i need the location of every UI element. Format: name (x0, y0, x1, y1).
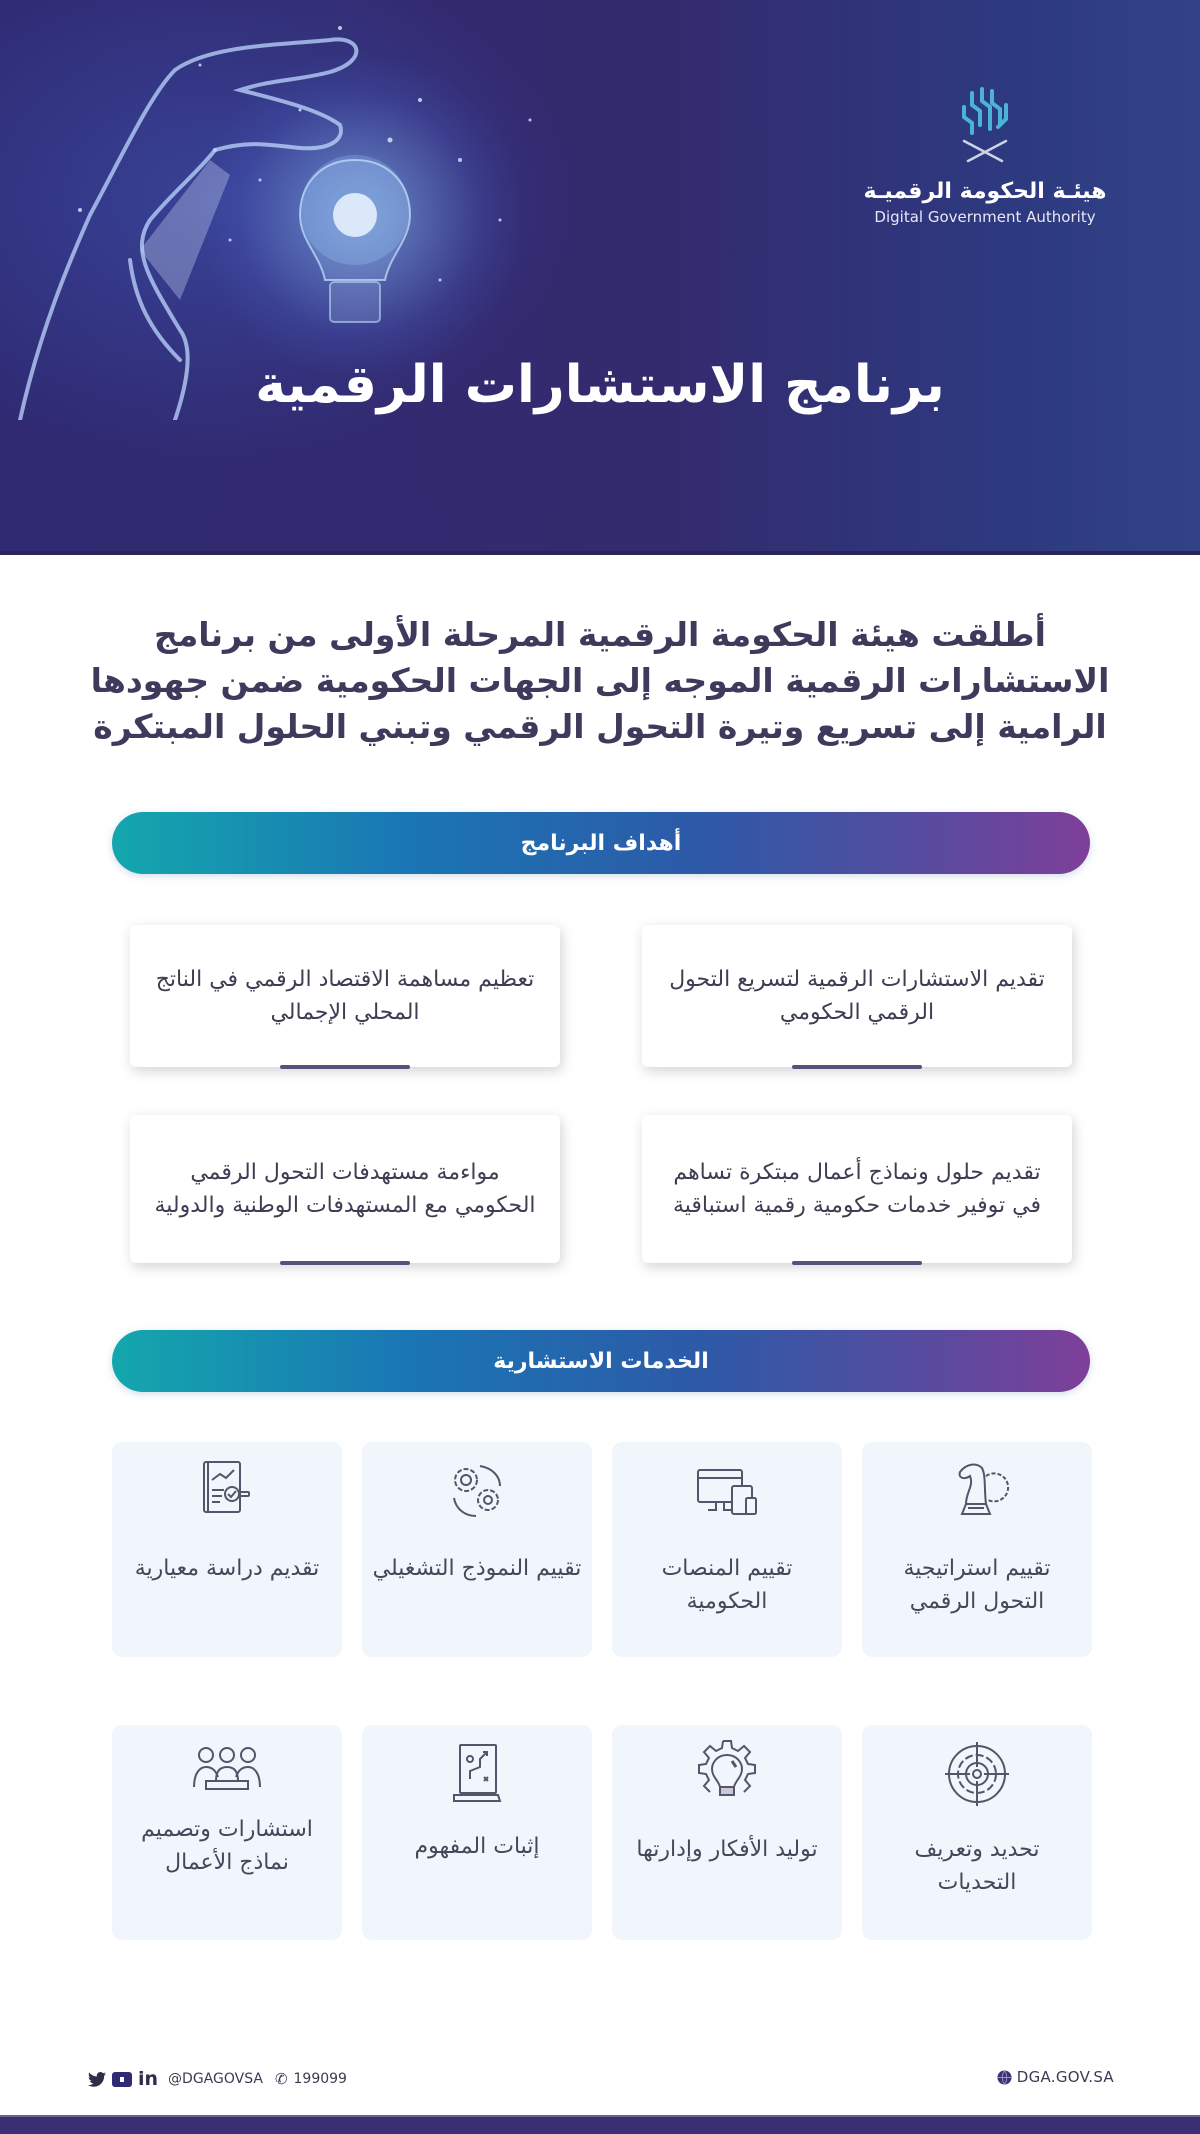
hero-header (0, 0, 1200, 555)
report-magnifier-icon (190, 1454, 264, 1528)
phone-number[interactable]: 199099 (293, 2071, 347, 2087)
services-heading: الخدمات الاستشارية (493, 1348, 709, 1374)
goal-card (642, 925, 1072, 1067)
globe-icon (997, 2070, 1012, 2085)
service-card (862, 1442, 1092, 1657)
phone-icon: ✆ (274, 2070, 288, 2088)
goal-text: تقديم حلول ونماذج أعمال مبتكرة تساهم في توفير خدمات حكومية رقمية استباقية (672, 1160, 1042, 1218)
org-name-arabic: هيئـة الحكومة الرقميـة (863, 179, 1107, 204)
devices-icon (690, 1454, 764, 1528)
service-card (362, 1725, 592, 1940)
goal-text: تعظيم مساهمة الاقتصاد الرقمي في الناتج المحلي الإجمالي (155, 967, 535, 1025)
service-label: استشارات وتصميم نماذج الأعمال (141, 1817, 313, 1875)
gears-cycle-icon (440, 1454, 514, 1528)
service-label: تحديد وتعريف التحديات (914, 1837, 1040, 1895)
goal-card (130, 925, 560, 1067)
social-contact (88, 2068, 347, 2090)
card-accent-bar (280, 1261, 410, 1265)
website-url[interactable]: DGA.GOV.SA (1016, 2068, 1114, 2086)
goal-card (130, 1115, 560, 1263)
service-label: تقييم استراتيجية التحول الرقمي (903, 1556, 1051, 1614)
card-accent-bar (792, 1261, 922, 1265)
org-name-english: Digital Government Authority (874, 208, 1096, 226)
service-label: تقييم النموذج التشغيلي (372, 1556, 582, 1581)
service-card (612, 1442, 842, 1657)
service-card (612, 1725, 842, 1940)
service-label: تقييم المنصات الحكومية (661, 1556, 793, 1614)
service-card (862, 1725, 1092, 1940)
service-label: إثبات المفهوم (414, 1834, 540, 1859)
social-handle[interactable]: @DGAGOVSA (168, 2071, 263, 2087)
goal-text: تقديم الاستشارات الرقمية لتسريع التحول الرقمي الحكومي (669, 967, 1045, 1025)
target-icon (940, 1737, 1014, 1811)
team-meeting-icon (190, 1737, 264, 1811)
twitter-icon[interactable] (88, 2072, 106, 2087)
dga-logo-icon (950, 85, 1020, 165)
goals-heading: أهداف البرنامج (520, 830, 682, 856)
footer-band (0, 2115, 1200, 2134)
service-label: تقديم دراسة معيارية (134, 1556, 320, 1581)
chess-knight-gear-icon (940, 1454, 1014, 1528)
services-section-header (112, 1330, 1090, 1392)
youtube-icon[interactable] (112, 2072, 132, 2087)
goal-card (642, 1115, 1072, 1263)
goal-text: مواءمة مستهدفات التحول الرقمي الحكومي مع المستهدفات الوطنية والدولية (154, 1160, 536, 1218)
service-card (362, 1442, 592, 1657)
card-accent-bar (280, 1065, 410, 1069)
lightbulb-gear-icon (690, 1737, 764, 1811)
service-card (112, 1725, 342, 1940)
linkedin-icon[interactable]: in (138, 2068, 159, 2090)
strategy-board-icon (440, 1737, 514, 1811)
goals-section-header (112, 812, 1090, 874)
page-title: برنامج الاستشارات الرقمية (255, 355, 945, 415)
dga-logo (855, 85, 1115, 226)
card-accent-bar (792, 1065, 922, 1069)
service-card (112, 1442, 342, 1657)
website-link[interactable] (997, 2068, 1114, 2086)
intro-paragraph: أطلقت هيئة الحكومة الرقمية المرحلة الأولى من برنامج الاستشارات الرقمية الموجه إلى الجهات الحكومية ضمن جهودها الرامية إلى تسريع وتيرة التحول الرقمي وتبني الحلول المبتكرة (90, 615, 1110, 746)
service-label: توليد الأفكار وإدارتها (636, 1837, 818, 1862)
